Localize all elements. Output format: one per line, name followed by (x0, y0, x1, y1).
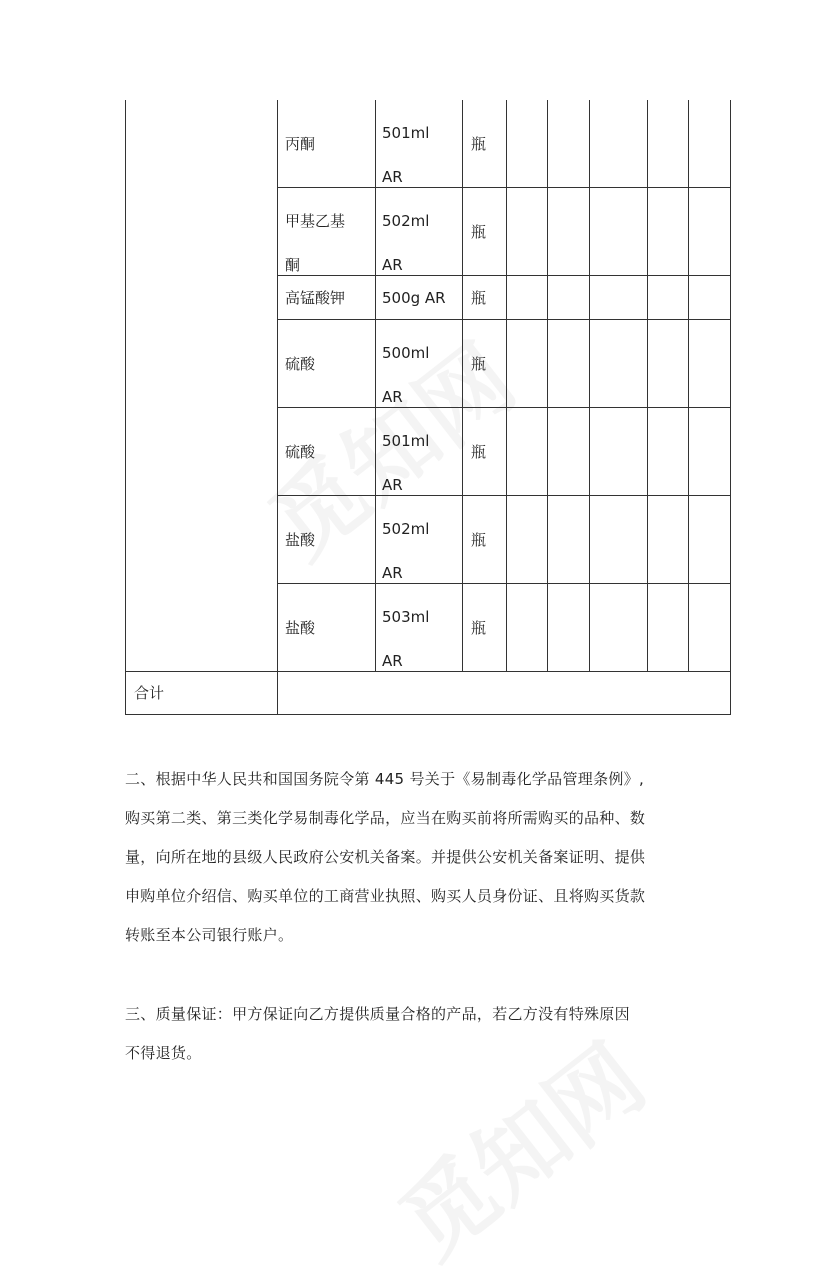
table-col-line (375, 100, 376, 671)
table-cell-spec: 500g AR (382, 289, 446, 307)
table-col-line (688, 100, 689, 671)
table-col-line (589, 100, 590, 671)
table-cell-unit: 瓶 (471, 443, 487, 461)
table-cell-name: 盐酸 (285, 619, 316, 637)
table-row-line (277, 583, 731, 584)
table-border-bottom (125, 714, 731, 715)
table-cell-name: 甲基乙基 酮 (285, 212, 346, 274)
paragraph-line: 转账至本公司银行账户。 (125, 926, 294, 944)
table-cell-spec: 501ml AR (382, 124, 430, 186)
table-cell-name: 硫酸 (285, 443, 316, 461)
table-cell-name: 高锰酸钾 (285, 289, 346, 307)
table-row-line (277, 275, 731, 276)
table-total-label: 合计 (134, 684, 165, 702)
table-cell-name: 硫酸 (285, 355, 316, 373)
table-cell-unit: 瓶 (471, 355, 487, 373)
paragraph-line: 三、质量保证：甲方保证向乙方提供质量合格的产品，若乙方没有特殊原因 (125, 1005, 630, 1023)
section-2-paragraph (125, 760, 645, 955)
paragraph-line: 不得退货。 (125, 1044, 202, 1062)
product-table (125, 100, 731, 715)
table-cell-spec: 501ml AR (382, 432, 430, 494)
paragraph-line: 申购单位介绍信、购买单位的工商营业执照、购买人员身份证、且将购买货款 (125, 887, 646, 905)
table-row-line (277, 187, 731, 188)
table-cell-name: 丙酮 (285, 135, 316, 153)
table-border-left (125, 100, 126, 715)
table-cell-unit: 瓶 (471, 619, 487, 637)
table-col-line (547, 100, 548, 671)
table-cell-unit: 瓶 (471, 289, 487, 307)
table-cell-name: 盐酸 (285, 531, 316, 549)
table-cell-unit: 瓶 (471, 135, 487, 153)
table-cell-spec: 500ml AR (382, 344, 430, 406)
table-cell-unit: 瓶 (471, 223, 487, 241)
section-3-paragraph (125, 995, 630, 1073)
paragraph-line: 量，向所在地的县级人民政府公安机关备案。并提供公安机关备案证明、提供 (125, 848, 646, 866)
table-cell-spec: 502ml AR (382, 212, 430, 274)
paragraph-line: 购买第二类、第三类化学易制毒化学品，应当在购买前将所需购买的品种、数 (125, 809, 646, 827)
table-col-line (506, 100, 507, 671)
table-cell-spec: 503ml AR (382, 608, 430, 670)
paragraph-line: 二、根据中华人民共和国国务院令第 445 号关于《易制毒化学品管理条例》, (125, 770, 645, 788)
table-col-line (647, 100, 648, 671)
table-cell-spec: 502ml AR (382, 520, 430, 582)
table-col-line (462, 100, 463, 671)
table-row-line (277, 407, 731, 408)
table-row-line (277, 319, 731, 320)
table-row-line (277, 495, 731, 496)
table-cell-unit: 瓶 (471, 531, 487, 549)
